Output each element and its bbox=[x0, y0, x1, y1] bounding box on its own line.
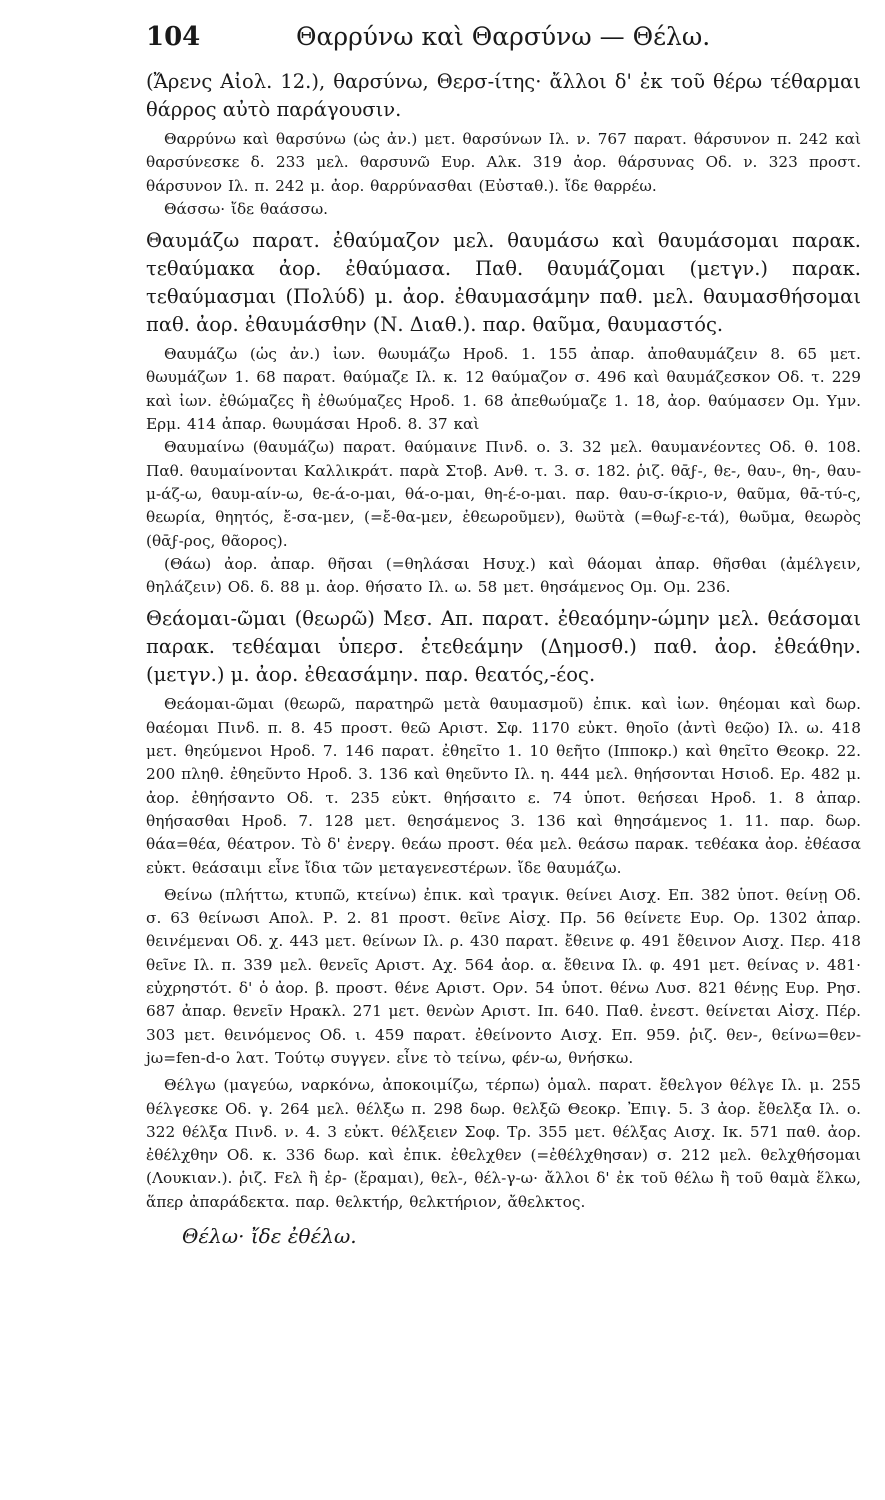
entry-thao: (Θάω) ἀορ. ἀπαρ. θῆσαι (=θηλάσαι Ησυχ.) καὶ θάομαι ἀπαρ. θῆσθαι (ἀμέλγειν, θηλάζειν) Οδ. δ. 88 μ. ἀορ. θήσατο Ιλ. ω. 58 μετ. θησάμενος Ομ. Ομ. 236. bbox=[146, 554, 861, 597]
page-header bbox=[146, 22, 861, 68]
entry-thelo: Θέλω· ἴδε ἐθέλω. bbox=[182, 1223, 357, 1248]
entry-theaomai-headword: Θεάομαι-ῶμαι (θεωρῶ) Μεσ. Απ. παρατ. ἐθεαόμην-ώμην μελ. θεάσομαι παρακ. τεθέαμαι ὑπερσ. ἐτεθεάμην (Δημοσθ.) παθ. ἀορ. ἐθεάθην. (μετγν.) μ. ἀορ. ἐθεασάμην. παρ. θεατός,-έος. bbox=[146, 607, 861, 687]
entry-theino: Θείνω (πλήττω, κτυπῶ, κτείνω) ἐπικ. καὶ τραγικ. θείνει Αισχ. Επ. 382 ὑποτ. θείνῃ Οδ. σ. 63 θείνωσι Απολ. Ρ. 2. 81 προστ. θεῖνε Αἰσχ. Πρ. 56 θείνετε Ευρ. Ορ. 1302 ἀπαρ. θεινέμεναι Οδ. χ. 443 μετ. θείνων Ιλ. ρ. 430 παρατ. ἔθεινε φ. 491 ἔθεινον Αισχ. Περ. 418 θεῖνε Ιλ. π. 339 μελ. θενεῖς Αριστ. Αχ. 564 ἀορ. α. ἔθεινα Ιλ. φ. 491 μετ. θείνας ν. 481· εὐχρηστότ. δ' ὁ ἀορ. β. προστ. θένε Αριστ. Ορν. 54 ὑποτ. θένω Λυσ. 821 θένῃς Ευρ. Ρησ. 687 ἀπαρ. θενεῖν Ηρακλ. 271 μετ. θενὼν Αριστ. Ιπ. 640. Παθ. ἐνεστ. θείνεται Αἰσχ. Πέρ. 303 μετ. θεινόμενος Οδ. ι. 459 παρατ. ἐθείνοντο Αισχ. Επ. 959. ῥιζ. θεν-, θείνω=θεν-jω=fen-d-o λατ. Τούτῳ συγγεν. εἶνε τὸ τείνω, φέν-ω, θνήσκω. bbox=[146, 885, 861, 1067]
entry-tharryno-detail: Θαρρύνω καὶ θαρσύνω (ὡς ἀν.) μετ. θαρσύνων Ιλ. ν. 767 παρατ. θάρσυνον π. 242 καὶ θαρσύνεσκε δ. 233 μελ. θαρσυνῶ Ευρ. Αλκ. 319 ἀορ. θάρσυνας Οδ. ν. 323 προστ. θάρσυνον Ιλ. π. 242 μ. ἀορ. θαρρύνασθαι (Εὐσταθ.). ἴδε θαρρέω. bbox=[146, 130, 861, 195]
entry-thelgo: Θέλγω (μαγεύω, ναρκόνω, ἀποκοιμίζω, τέρπω) ὁμαλ. παρατ. ἔθελγον θέλγε Ιλ. μ. 255 θέλγεσκε Οδ. γ. 264 μελ. θέλξω π. 298 δωρ. θελξῶ Θεοκρ. Ἐπιγ. 5. 3 ἀορ. ἔθελξα Ιλ. ο. 322 θέλξα Πινδ. ν. 4. 3 εὐκτ. θέλξειεν Σοφ. Τρ. 355 μετ. θέλξας Αισχ. Ικ. 571 παθ. ἀορ. ἐθέλχθην Οδ. κ. 336 δωρ. καὶ ἐπικ. ἐθελχθεν (=ἐθέλχθησαν) σ. 212 μελ. θελχθήσομαι (Λουκιαν.). ῥιζ. Fελ ἢ ἐρ- (ἔραμαι), θελ-, θέλ-γ-ω· ἄλλοι δ' ἐκ τοῦ θέλω ἢ τοῦ θαμὰ ἕλκω, ἅπερ ἀπαράδεκτα. παρ. θελκτήρ, θελκτήριον, ἄθελκτος. bbox=[146, 1076, 861, 1211]
entry-thaumazo-headword: Θαυμάζω παρατ. ἐθαύμαζον μελ. θαυμάσω καὶ θαυμάσομαι παρακ. τεθαύμακα ἀορ. ἐθαύμασα. Παθ. θαυμάζομαι (μετγν.) παρακ. τεθαύμασμαι (Πολύδ) μ. ἀορ. ἐθαυμασάμην παθ. μελ. θαυμασθήσομαι παθ. ἀορ. ἐθαυμάσθην (Ν. Διαθ.). παρ. θαῦμα, θαυμαστός. bbox=[146, 229, 861, 337]
page-number: 104 bbox=[146, 22, 201, 52]
entry-thaumazo-detail: Θαυμάζω (ὡς ἀν.) ἰων. θωυμάζω Ηροδ. 1. 155 ἀπαρ. ἀποθαυμάζειν 8. 65 μετ. θωυμάζων 1. 68 παρατ. θαύμαζε Ιλ. κ. 12 θαύμαζον σ. 496 καὶ θαυμάζεσκον Οδ. τ. 229 καὶ ἰων. ἐθώμαζες ἢ ἐθωύμαζες Ηροδ. 1. 68 ἀπεθωύμαζε 1. 18, ἀορ. θαύμασεν Ομ. Υμν. Ερμ. 414 ἀπαρ. θωυμάσαι Ηροδ. 8. 37 καὶ bbox=[146, 345, 861, 434]
entry-thasso: Θάσσω· ἴδε θαάσσω. bbox=[164, 199, 329, 218]
entry-thaumaino: Θαυμαίνω (θαυμάζω) παρατ. θαύμαινε Πινδ. ο. 3. 32 μελ. θαυμανέοντες Οδ. θ. 108. Παθ. θαυμαίνονται Καλλικράτ. παρὰ Στοβ. Ανθ. τ. 3. σ. 182. ῥιζ. θᾱϝ-, θε-, θαυ-, θη-, θαυ-μ-άζ-ω, θαυμ-αίν-ω, θε-ά-ο-μαι, θά-ο-μαι, θη-έ-ο-μαι. παρ. θαυ-σ-ίκριο-ν, θαῦμα, θᾱ-τύ-ς, θεωρία, θηητός, ἔ-σα-μεν, (=ἔ-θα-μεν, ἐθεωροῦμεν), θωϋτὰ (=θωϝ-ε-τά), θωῦμα, θεωρὸς (θᾱϝ-ρος, θᾶορος). bbox=[146, 438, 861, 550]
entry-theaomai-detail: Θεάομαι-ῶμαι (θεωρῶ, παρατηρῶ μετὰ θαυμασμοῦ) ἐπικ. καὶ ἰων. θηέομαι καὶ δωρ. θαέομαι Πινδ. π. 8. 45 προστ. θεῶ Αριστ. Σφ. 1170 εὐκτ. θηοῖο (ἀντὶ θεῷο) Ιλ. ω. 418 μετ. θηεύμενοι Ηροδ. 7. 146 παρατ. ἐθηεῖτο 1. 10 θεῆτο (Ιπποκρ.) καὶ θηεῖτο Θεοκρ. 22. 200 πληθ. ἐθηεῦντο Ηροδ. 3. 136 καὶ θηεῦντο Ιλ. η. 444 μελ. θηήσονται Ησιοδ. Ερ. 482 μ. ἀορ. ἐθηήσαντο Οδ. τ. 235 εὐκτ. θηήσαιτο ε. 74 ὑποτ. θεήσεαι Ηροδ. 1. 8 ἀπαρ. θηήσασθαι Ηροδ. 7. 128 μετ. θεησάμενος 3. 136 καὶ θηησάμενος 1. 11. παρ. δωρ. θάα=θέα, θέατρον. Τὸ δ' ἐνεργ. θεάω προστ. θέα μελ. θεάσω παρακ. τεθέακα ἀορ. ἐθέασα εὐκτ. θεάσαιμι εἶνε ἴδια τῶν μεταγενεστέρων. ἴδε θαυμάζω. bbox=[146, 695, 861, 877]
entry-continuation: (Ἄρενς Αἰολ. 12.), θαρσύνω, Θερσ-ίτης· ἄλλοι δ' ἐκ τοῦ θέρω τέθαρμαι θάρρος αὐτὸ παράγουσιν. bbox=[146, 70, 861, 121]
running-head: Θαρρύνω καὶ Θαρσύνω — Θέλω. bbox=[296, 22, 711, 51]
